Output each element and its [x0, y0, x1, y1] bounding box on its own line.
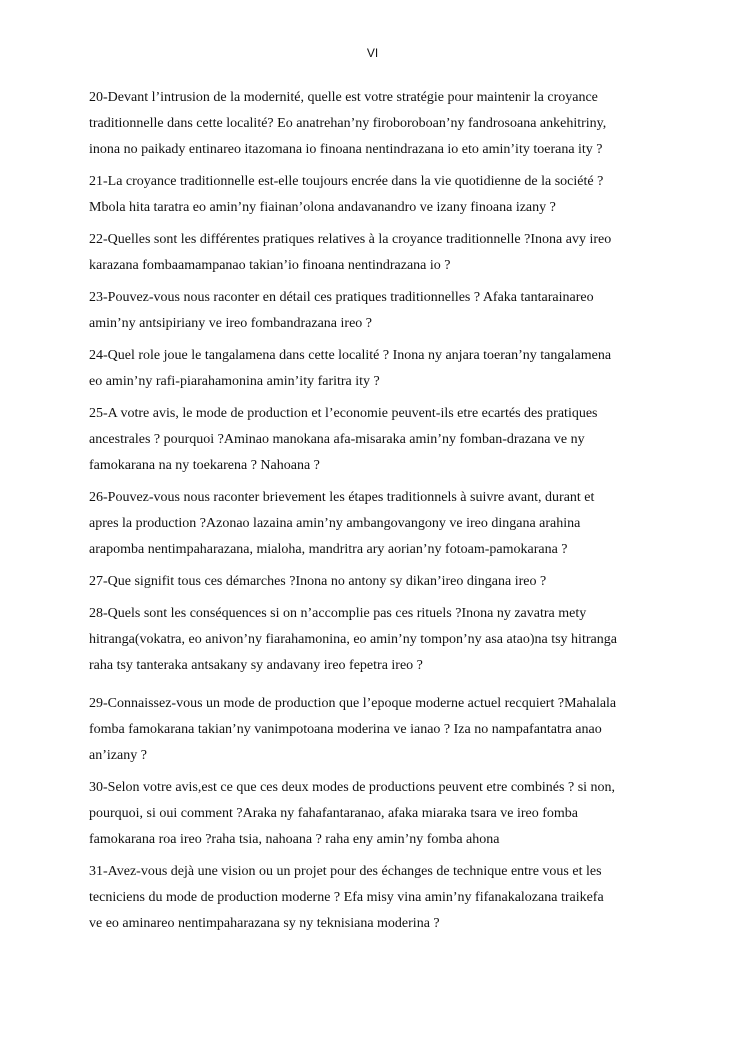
- question-line: ve eo aminareo nentimpaharazana sy ny teknisiana moderina ?: [89, 916, 440, 931]
- question-line: 28-Quels sont les conséquences si on n’accomplie pas ces rituels ?Inona ny zavatra mety: [89, 606, 587, 621]
- question-line: arapomba nentimpaharazana, mialoha, mandritra ary aorian’ny fotoam-pamokarana ?: [89, 542, 568, 557]
- question-line: tecniciens du mode de production moderne ? Efa misy vina amin’ny fifanakalozana traikefa: [89, 890, 604, 905]
- question-line: amin’ny antsipiriany ve ireo fombandrazana ireo ?: [89, 316, 372, 331]
- page-number: VI: [366, 46, 379, 60]
- question-line: an’izany ?: [89, 748, 147, 763]
- question-line: 24-Quel role joue le tangalamena dans cette localité ? Inona ny anjara toeran’ny tangalamena: [89, 348, 612, 363]
- question-line: ancestrales ? pourquoi ?Aminao manokana afa-misaraka amin’ny fomban-drazana ve ny: [89, 432, 585, 447]
- question-24: [89, 343, 664, 395]
- question-line: inona no paikady entinareo itazomana io finoana nentindrazana io eto amin’ity toerana ity ?: [89, 142, 603, 157]
- question-line: 27-Que signifit tous ces démarches ?Inona no antony sy dikan’ireo dingana ireo ?: [89, 574, 547, 589]
- question-line: famokarana roa ireo ?raha tsia, nahoana ? raha eny amin’ny fomba ahona: [89, 832, 500, 847]
- questionnaire: [89, 85, 664, 943]
- question-line: 29-Connaissez-vous un mode de production que l’epoque moderne actuel recquiert ?Mahalala: [89, 696, 617, 711]
- question-line: karazana fombaamampanao takian’io finoana nentindrazana io ?: [89, 258, 451, 273]
- question-line: traditionnelle dans cette localité? Eo anatrehan’ny firoboroboan’ny fandrosoana ankehitriny,: [89, 116, 607, 131]
- question-line: 30-Selon votre avis,est ce que ces deux modes de productions peuvent etre combinés ? si non,: [89, 780, 616, 795]
- question-31: [89, 859, 664, 937]
- question-26: [89, 485, 664, 563]
- question-line: famokarana na ny toekarena ? Nahoana ?: [89, 458, 320, 473]
- question-line: raha tsy tanteraka antsakany sy andavany ireo fepetra ireo ?: [89, 658, 423, 673]
- question-line: 26-Pouvez-vous nous raconter brievement les étapes traditionnels à suivre avant, durant et: [89, 490, 595, 505]
- question-line: 22-Quelles sont les différentes pratiques relatives à la croyance traditionnelle ?Inona avy ireo: [89, 232, 612, 247]
- question-21: [89, 169, 664, 221]
- question-line: eo amin’ny rafi-piarahamonina amin’ity faritra ity ?: [89, 374, 380, 389]
- question-line: fomba famokarana takian’ny vanimpotoana moderina ve ianao ? Iza no nampafantatra anao: [89, 722, 602, 737]
- question-28: [89, 601, 664, 679]
- question-line: pourquoi, si oui comment ?Araka ny fahafantaranao, afaka miaraka tsara ve ireo fomba: [89, 806, 579, 821]
- question-27: [89, 569, 664, 595]
- question-30: [89, 775, 664, 853]
- question-line: apres la production ?Azonao lazaina amin’ny ambangovangony ve ireo dingana arahina: [89, 516, 581, 531]
- question-29: [89, 691, 664, 769]
- question-20: [89, 85, 664, 163]
- question-line: 20-Devant l’intrusion de la modernité, quelle est votre stratégie pour maintenir la croyance: [89, 90, 598, 105]
- question-23: [89, 285, 664, 337]
- question-line: Mbola hita taratra eo amin’ny fiainan’olona andavanandro ve izany finoana izany ?: [89, 200, 556, 215]
- question-line: 25-A votre avis, le mode de production et l’economie peuvent-ils etre ecartés des pratiques: [89, 406, 598, 421]
- question-22: [89, 227, 664, 279]
- question-line: 31-Avez-vous dejà une vision ou un projet pour des échanges de technique entre vous et les: [89, 864, 602, 879]
- question-line: 23-Pouvez-vous nous raconter en détail ces pratiques traditionnelles ? Afaka tantarainareo: [89, 290, 594, 305]
- question-line: hitranga(vokatra, eo anivon’ny fiarahamonina, eo amin’ny tompon’ny asa atao)na tsy hitranga: [89, 632, 617, 647]
- question-line: 21-La croyance traditionnelle est-elle toujours encrée dans la vie quotidienne de la société ?: [89, 174, 604, 189]
- question-25: [89, 401, 664, 479]
